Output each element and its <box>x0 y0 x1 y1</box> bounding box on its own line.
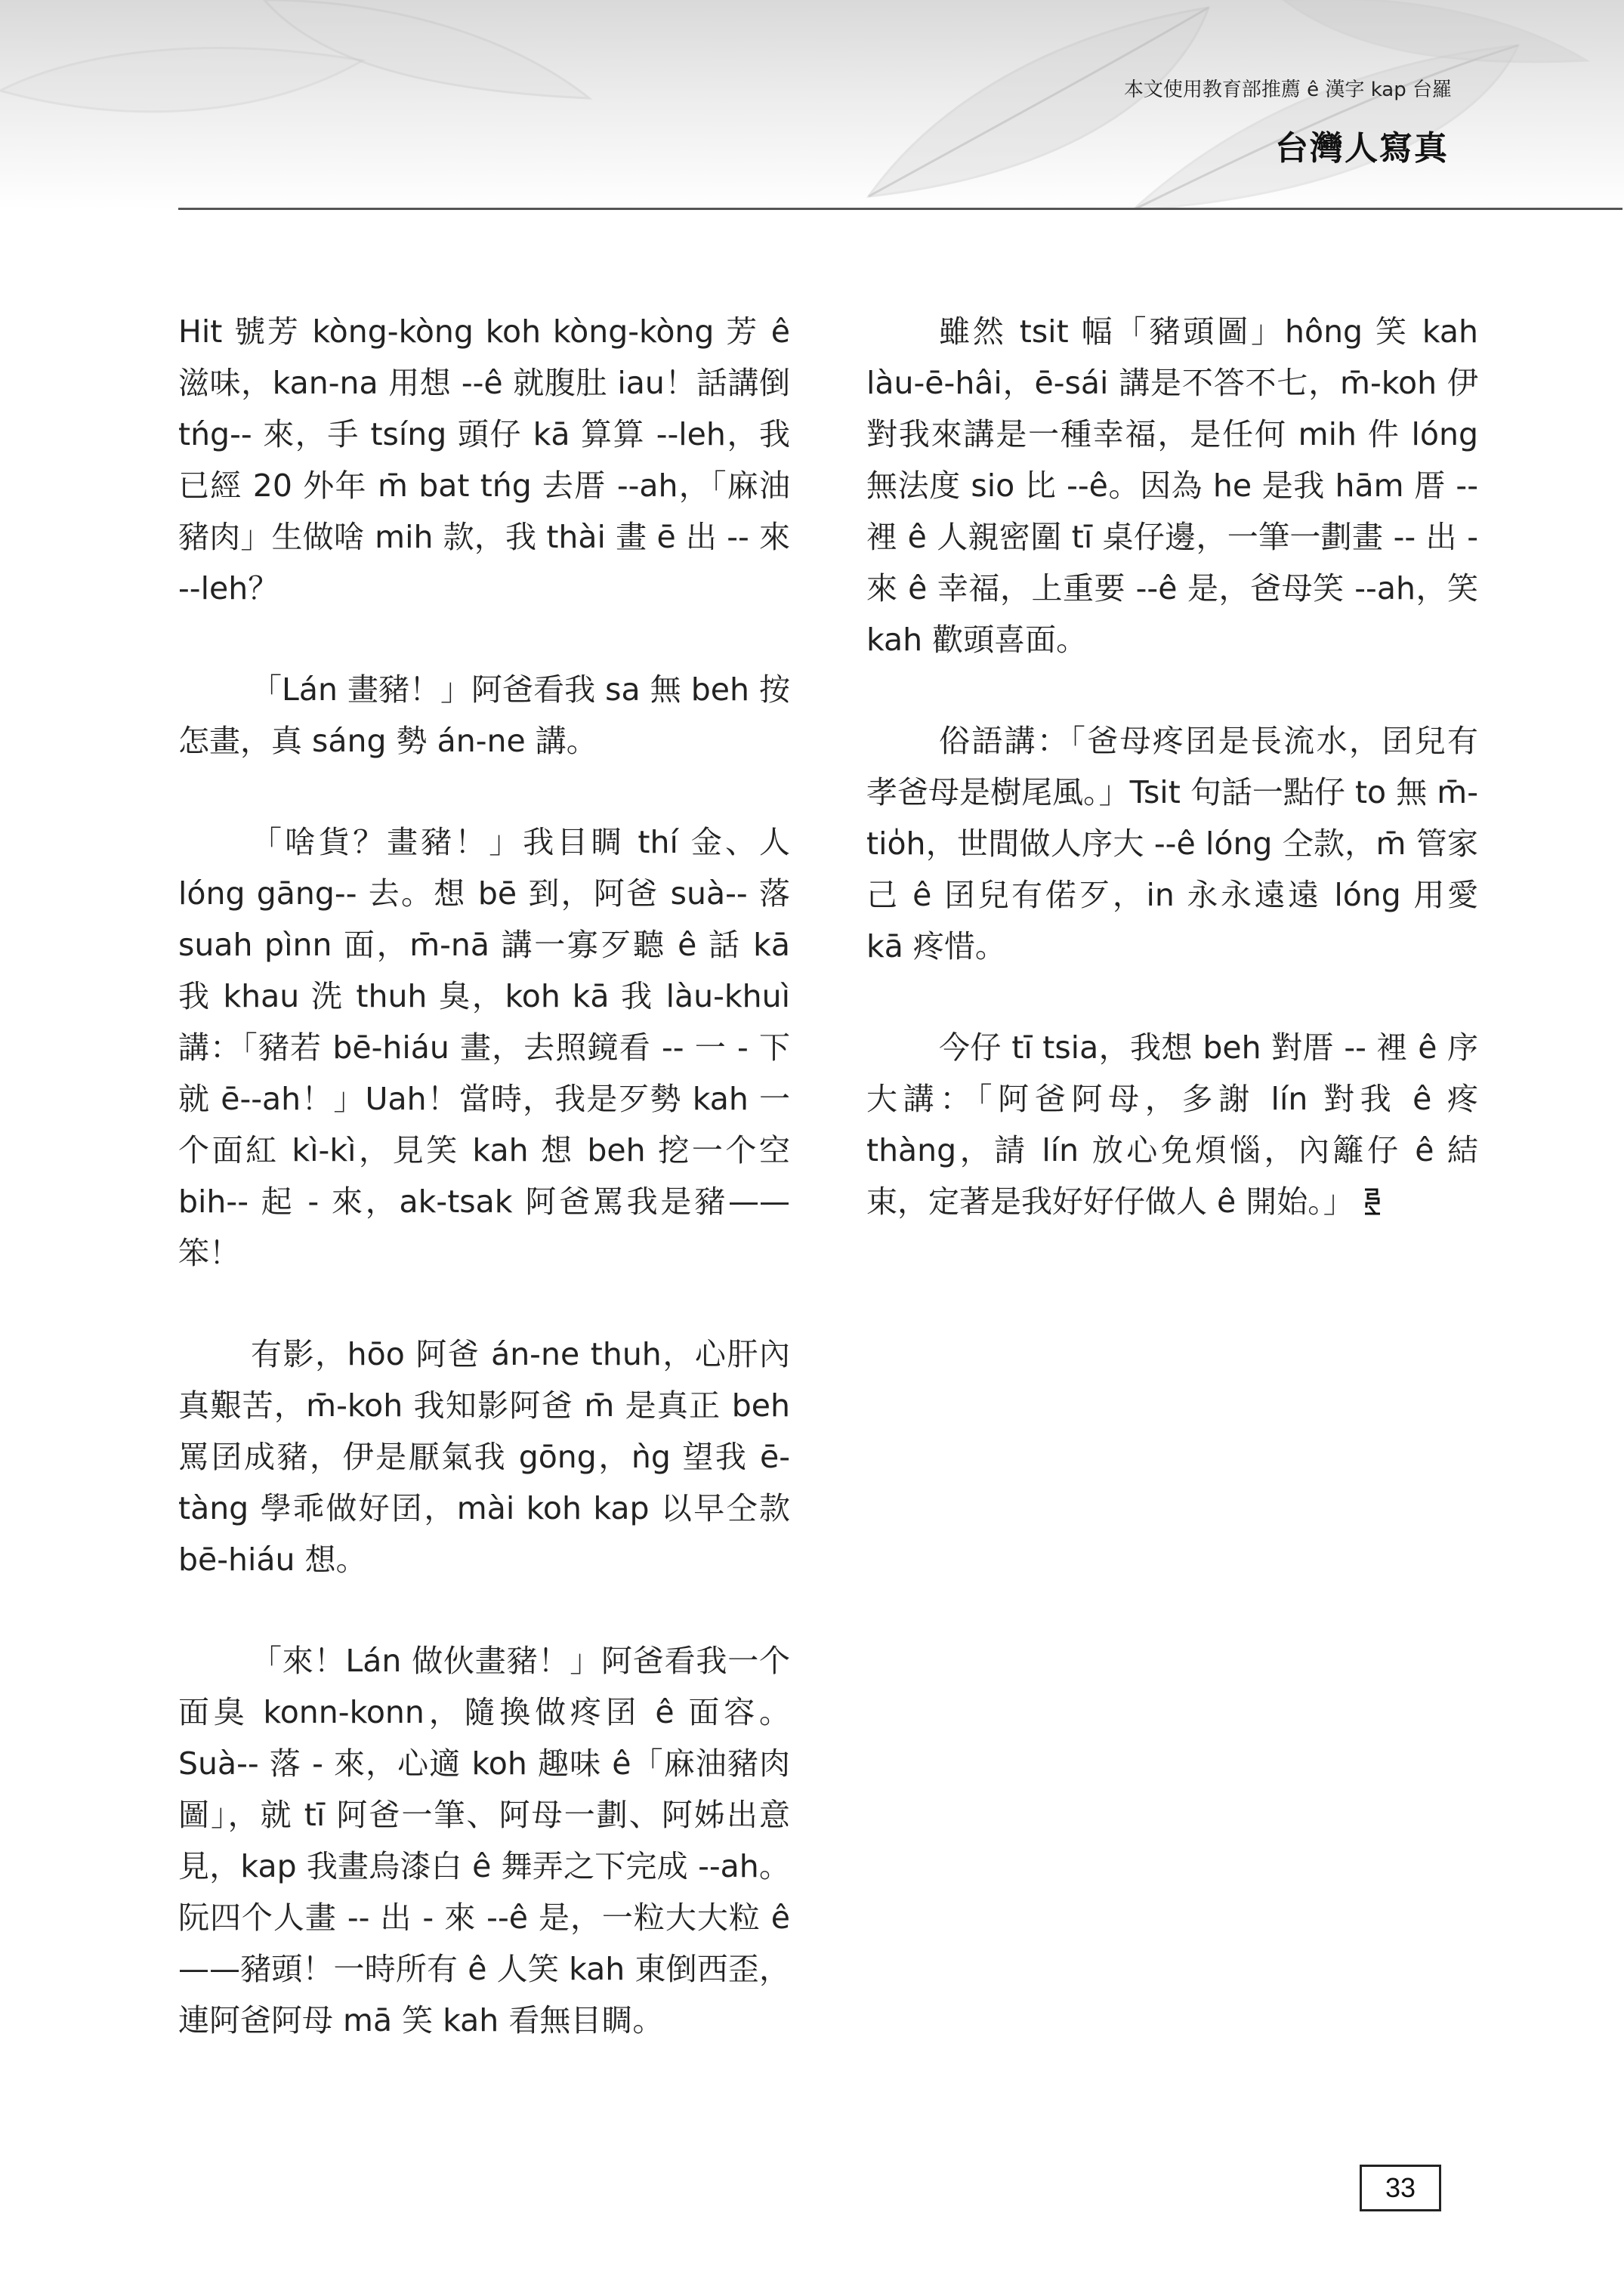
header-divider <box>178 208 1622 210</box>
section-title: 台灣人寫真 <box>1275 129 1449 168</box>
paragraph: 有影，hōo 阿爸 án-ne thuh，心肝內真艱苦，m̄-koh 我知影阿爸 m̄ 是真正 beh 罵囝成豬，伊是厭氣我 gōng，ǹg 望我 ē-tàng 學乖做好囝，mài koh kap 以早仝款 bē-hiáu 想。 <box>178 1336 790 1578</box>
end-mark-icon <box>1362 1187 1382 1217</box>
header-band <box>0 0 1624 210</box>
paragraph: 雖然 tsit 幅「豬頭圖」hông 笑 kah làu-ē-hâi，ē-sái 講是不答不七，m̄-koh 伊對我來講是一種幸福，是任何 mih 件 lóng 無法度 sio 比 --ê。因為 he 是我 hām 厝 -- 裡 ê 人親密圍 tī 桌仔邊，一筆一劃畫 -- 出 - 來 ê 幸福，上重要 --ê 是，爸母笑 --ah，笑 kah 歡頭喜面。 <box>866 313 1478 658</box>
paragraph: 「啥貨？畫豬！」我目睭 thí 金、人 lóng gāng-- 去。想 bē 到，阿爸 suà-- 落 suah pìnn 面，m̄-nā 講一寡歹聽 ê 話 kā 我 khau 洗 thuh 臭，koh kā 我 làu-khuì 講：「豬若 bē-hiáu 畫，去照鏡看 -- 一 - 下就 ē--ah！」Uah！當時，我是歹勢 kah 一个面紅 kì-kì，見笑 kah 想 beh 挖一个空 bih-- 起 - 來，ak-tsak 阿爸罵我是豬——笨！ <box>178 824 790 1271</box>
header-subtitle: 本文使用教育部推薦 ê 漢字 kap 台羅 <box>1123 79 1452 101</box>
paragraph: 俗語講：「爸母疼囝是長流水，囝兒有孝爸母是樹尾風。」Tsit 句話一點仔 to 無 m̄-tio̍h，世間做人序大 --ê lóng 仝款，m̄ 管家己 ê 囝兒有偌歹，in 永永遠遠 lóng 用愛 kā 疼惜。 <box>866 723 1478 964</box>
page-number: 33 <box>1360 2165 1441 2211</box>
paragraph: Hit 號芳 kòng-kòng koh kòng-kòng 芳 ê 滋味，kan-na 用想 --ê 就腹肚 iau！話講倒 tńg-- 來，手 tsíng 頭仔 kā 算算 --leh，我已經 20 外年 m̄ bat tńg 去厝 --ah，「麻油豬肉」生做啥 mih 款，我 thài 畫 ē 出 -- 來 --leh？ <box>178 313 790 606</box>
left-column <box>178 306 790 2096</box>
paragraph: 「來！Lán 做伙畫豬！」阿爸看我一个面臭 konn-konn，隨換做疼囝 ê 面容。Suà-- 落 - 來，心適 koh 趣味 ê「麻油豬肉圖」，就 tī 阿爸一筆、阿母一劃、阿姊出意見，kap 我畫烏漆白 ê 舞弄之下完成 --ah。阮四个人畫 -- 出 - 來 --ê 是，一粒大大粒 ê——豬頭！一時所有 ê 人笑 kah 東倒西歪，連阿爸阿母 mā 笑 kah 看無目睭。 <box>178 1643 790 2038</box>
right-column <box>866 306 1478 1277</box>
paragraph <box>866 1022 1478 1227</box>
leaf-decoration-icon <box>0 0 1624 210</box>
paragraph-text: 今仔 tī tsia，我想 beh 對厝 -- 裡 ê 序大講：「阿爸阿母，多謝 lín 對我 ê 疼 thàng，請 lín 放心免煩惱，內籬仔 ê 結束，定著是我好好仔做人 ê 開始。」 <box>866 1029 1478 1220</box>
paragraph: 「Lán 畫豬！」阿爸看我 sa 無 beh 按怎畫，真 sáng 勢 án-ne 講。 <box>178 671 790 759</box>
